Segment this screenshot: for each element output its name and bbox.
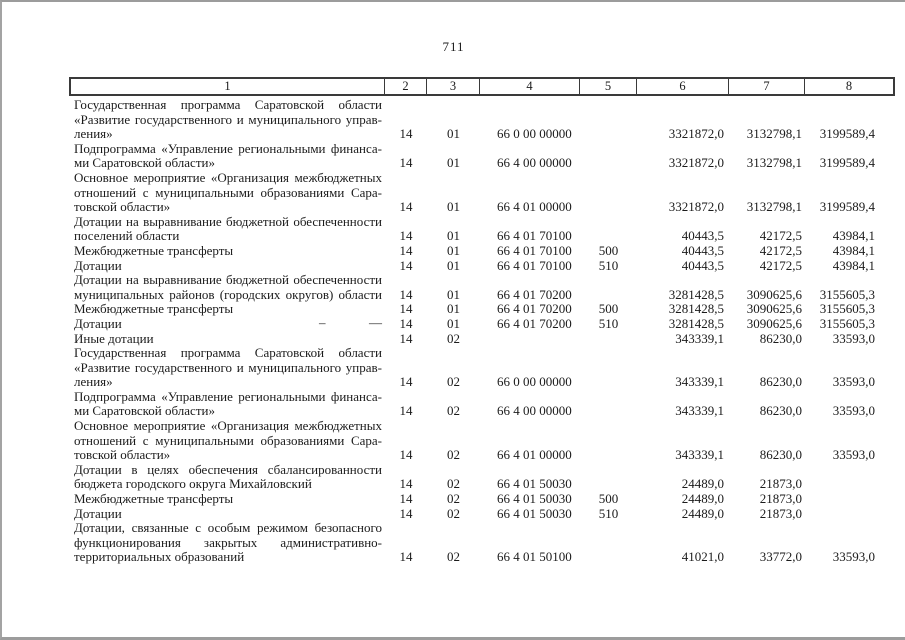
label-line: Иные дотации <box>74 330 154 346</box>
cell-razdel: 14 <box>399 228 413 244</box>
cell-razdel: 14 <box>399 242 413 258</box>
cell-name <box>69 492 385 507</box>
cell-razdel: 14 <box>399 126 413 142</box>
cell-podrazdel: 01 <box>447 228 460 244</box>
label-line: бюджета городского округа Михайловский <box>74 476 312 492</box>
cell-amount-year2: 21873,0 <box>759 476 802 492</box>
cell-name <box>69 171 385 215</box>
label-line: Межбюджетные трансферты <box>74 491 234 507</box>
table-row <box>69 142 895 171</box>
cell-name <box>69 463 385 492</box>
cell-vid-raskhodov: 510 <box>598 315 619 331</box>
table-row <box>69 463 895 492</box>
label-line: отношений с муниципальными образованиями Сара- <box>74 184 382 200</box>
cell-amount-year3: 3199589,4 <box>819 199 875 215</box>
cell-vid-raskhodov: 500 <box>598 491 619 507</box>
cell-target-code: 66 4 01 70200 <box>497 301 572 317</box>
cell-target-code: 66 4 01 70100 <box>497 257 572 273</box>
cell-amount-year2: 3132798,1 <box>746 155 802 171</box>
cell-target-code: 66 4 00 00000 <box>497 403 572 419</box>
label-line: ления» <box>74 374 113 390</box>
cell-name <box>69 507 385 522</box>
budget-table <box>69 77 895 565</box>
label-line: Межбюджетные трансферты <box>74 301 234 317</box>
cell-razdel: 14 <box>399 286 413 302</box>
header-cell-col-6: 6 <box>637 79 729 94</box>
label-line: отношений с муниципальными образованиями Сара- <box>74 432 382 448</box>
cell-name <box>69 419 385 463</box>
cell-name <box>69 521 385 565</box>
cell-amount-year3: 33593,0 <box>832 330 875 346</box>
cell-razdel: 14 <box>399 301 413 317</box>
cell-amount-year1: 40443,5 <box>681 228 724 244</box>
page-number: 711 <box>442 39 465 54</box>
cell-razdel: 14 <box>399 476 413 492</box>
cell-amount-year2: 33772,0 <box>759 549 802 565</box>
cell-name <box>69 244 385 259</box>
cell-razdel: 14 <box>399 199 413 215</box>
table-row <box>69 521 895 565</box>
table-row <box>69 314 895 332</box>
table-row <box>69 259 895 274</box>
table-row <box>69 419 895 463</box>
cell-amount-year2: 3132798,1 <box>746 199 802 215</box>
header-cell-col-7: 7 <box>729 79 805 94</box>
header-cell-col-4: 4 <box>480 79 580 94</box>
cell-razdel: 14 <box>399 447 413 463</box>
label-line: муниципальных районов (городских округов) области <box>74 286 382 302</box>
table-row <box>69 332 895 347</box>
cell-razdel: 14 <box>399 403 413 419</box>
cell-target-code: 66 4 00 00000 <box>497 155 572 171</box>
cell-podrazdel: 02 <box>447 330 460 346</box>
header-cell-col-5: 5 <box>580 79 637 94</box>
cell-amount-year3: 43984,1 <box>832 228 875 244</box>
cell-amount-year3: 3155605,3 <box>819 286 875 302</box>
label-line: Подпрограмма «Управление региональными финанса- <box>74 388 382 404</box>
cell-amount-year1: 41021,0 <box>681 549 724 565</box>
table-row <box>69 244 895 259</box>
label-line: ления» <box>74 126 113 142</box>
label-line: ми Саратовской области» <box>74 155 215 171</box>
table-row <box>69 98 895 142</box>
cell-razdel: 14 <box>399 257 413 273</box>
cell-vid-raskhodov: 500 <box>598 301 619 317</box>
cell-target-code: 66 4 01 70200 <box>497 286 572 302</box>
cell-amount-year2: 3132798,1 <box>746 126 802 142</box>
cell-amount-year1: 3281428,5 <box>668 315 724 331</box>
cell-amount-year3: 43984,1 <box>832 257 875 273</box>
label-line: товской области» <box>74 447 171 463</box>
cell-name <box>69 98 385 142</box>
cell-amount-year2: 3090625,6 <box>746 301 802 317</box>
label-line: Дотации на выравнивание бюджетной обеспеченности <box>74 272 382 288</box>
cell-razdel: 14 <box>399 505 413 521</box>
label-line: Дотации <box>74 315 122 331</box>
cell-amount-year1: 3281428,5 <box>668 301 724 317</box>
cell-amount-year2: 42172,5 <box>759 242 802 258</box>
cell-razdel: 14 <box>399 155 413 171</box>
cell-vid-raskhodov: 510 <box>598 257 619 273</box>
cell-name <box>69 314 385 332</box>
cell-amount-year2: 42172,5 <box>759 228 802 244</box>
header-cell-col-2: 2 <box>385 79 427 94</box>
cell-vid-raskhodov: 510 <box>598 505 619 521</box>
table-row <box>69 215 895 244</box>
cell-amount-year2: 42172,5 <box>759 257 802 273</box>
cell-target-code: 66 4 01 00000 <box>497 447 572 463</box>
cell-amount-year3: 3155605,3 <box>819 301 875 317</box>
table-row <box>69 507 895 522</box>
cell-amount-year1: 3321872,0 <box>668 199 724 215</box>
cell-amount-year1: 343339,1 <box>675 330 724 346</box>
cell-podrazdel: 02 <box>447 374 460 390</box>
table-body <box>69 96 895 565</box>
cell-podrazdel: 01 <box>447 126 460 142</box>
cell-podrazdel: 01 <box>447 315 460 331</box>
cell-amount-year2: 86230,0 <box>759 403 802 419</box>
label-line: Дотации, связанные с особым режимом безопасного <box>74 520 382 536</box>
cell-podrazdel: 02 <box>447 403 460 419</box>
cell-target-code: 66 4 01 00000 <box>497 199 572 215</box>
cell-amount-year1: 3281428,5 <box>668 286 724 302</box>
cell-amount-year2: 21873,0 <box>759 491 802 507</box>
header-cell-col-1: 1 <box>71 79 385 94</box>
cell-amount-year1: 24489,0 <box>681 476 724 492</box>
cell-razdel: 14 <box>399 315 413 331</box>
label-line: Межбюджетные трансферты <box>74 242 234 258</box>
table-header-row <box>69 77 895 96</box>
cell-amount-year2: 86230,0 <box>759 374 802 390</box>
cell-amount-year1: 343339,1 <box>675 374 724 390</box>
cell-amount-year3: 33593,0 <box>832 374 875 390</box>
cell-target-code: 66 4 01 70100 <box>497 242 572 258</box>
cell-amount-year2: 3090625,6 <box>746 286 802 302</box>
cell-amount-year3: 3199589,4 <box>819 126 875 142</box>
label-line: ми Саратовской области» <box>74 403 215 419</box>
cell-podrazdel: 02 <box>447 505 460 521</box>
cell-amount-year1: 3321872,0 <box>668 126 724 142</box>
cell-target-code: 66 0 00 00000 <box>497 126 572 142</box>
label-line: «Развитие государственного и муниципального управ- <box>74 111 382 127</box>
header-cell-col-8: 8 <box>845 79 853 93</box>
cell-target-code: 66 0 00 00000 <box>497 374 572 390</box>
cell-razdel: 14 <box>399 330 413 346</box>
table-row <box>69 390 895 419</box>
header-cell-col-3: 3 <box>427 79 480 94</box>
stray-dash-mark: – <box>319 314 326 330</box>
cell-target-code: 66 4 01 50030 <box>497 491 572 507</box>
cell-amount-year1: 40443,5 <box>681 242 724 258</box>
cell-vid-raskhodov: 500 <box>598 242 619 258</box>
cell-amount-year3: 33593,0 <box>832 447 875 463</box>
cell-podrazdel: 02 <box>447 447 460 463</box>
table-row <box>69 171 895 215</box>
label-line: Дотации <box>74 505 122 521</box>
cell-podrazdel: 01 <box>447 301 460 317</box>
cell-target-code: 66 4 01 50100 <box>497 549 572 565</box>
cell-podrazdel: 02 <box>447 491 460 507</box>
cell-podrazdel: 01 <box>447 242 460 258</box>
cell-amount-year3: 33593,0 <box>832 403 875 419</box>
cell-podrazdel: 01 <box>447 199 460 215</box>
cell-name <box>69 259 385 274</box>
table-row <box>69 302 895 317</box>
cell-amount-year1: 343339,1 <box>675 447 724 463</box>
cell-name <box>69 332 385 347</box>
cell-amount-year2: 3090625,6 <box>746 315 802 331</box>
cell-name <box>69 346 385 390</box>
cell-target-code: 66 4 01 50030 <box>497 505 572 521</box>
label-line: поселений области <box>74 228 180 244</box>
cell-podrazdel: 01 <box>447 286 460 302</box>
label-line: товской области» <box>74 199 171 215</box>
cell-target-code: 66 4 01 70100 <box>497 228 572 244</box>
cell-amount-year1: 40443,5 <box>681 257 724 273</box>
label-line: Дотации на выравнивание бюджетной обеспеченности <box>74 213 382 229</box>
cell-name <box>69 390 385 419</box>
label-line: Основное мероприятие «Организация межбюджетных <box>74 418 382 434</box>
cell-razdel: 14 <box>399 549 413 565</box>
cell-amount-year2: 21873,0 <box>759 505 802 521</box>
label-line: Дотации в целях обеспечения сбалансированности <box>74 461 382 477</box>
cell-podrazdel: 01 <box>447 155 460 171</box>
cell-target-code: 66 4 01 70200 <box>497 315 572 331</box>
cell-amount-year3: 3199589,4 <box>819 155 875 171</box>
cell-target-code: 66 4 01 50030 <box>497 476 572 492</box>
cell-name <box>69 142 385 171</box>
cell-amount-year1: 343339,1 <box>675 403 724 419</box>
cell-name <box>69 302 385 317</box>
cell-name <box>69 215 385 244</box>
cell-podrazdel: 01 <box>447 257 460 273</box>
cell-amount-year2: 86230,0 <box>759 330 802 346</box>
cell-amount-year1: 3321872,0 <box>668 155 724 171</box>
table-row <box>69 346 895 390</box>
cell-amount-year1: 24489,0 <box>681 505 724 521</box>
cell-podrazdel: 02 <box>447 476 460 492</box>
cell-name <box>69 273 385 302</box>
label-line: Основное мероприятие «Организация межбюджетных <box>74 169 382 185</box>
label-line: функционирования закрытых административно- <box>74 534 382 550</box>
cell-amount-year3: 43984,1 <box>832 242 875 258</box>
cell-razdel: 14 <box>399 374 413 390</box>
label-line: Государственная программа Саратовской области <box>74 345 382 361</box>
table-row <box>69 492 895 507</box>
stray-dash-mark: — <box>369 314 382 330</box>
cell-amount-year3: 3155605,3 <box>819 315 875 331</box>
label-line: Дотации <box>74 257 122 273</box>
cell-podrazdel: 02 <box>447 549 460 565</box>
cell-razdel: 14 <box>399 491 413 507</box>
label-line: Подпрограмма «Управление региональными финанса- <box>74 140 382 156</box>
label-line: «Развитие государственного и муниципального управ- <box>74 359 382 375</box>
cell-amount-year1: 24489,0 <box>681 491 724 507</box>
cell-amount-year3: 33593,0 <box>832 549 875 565</box>
table-row <box>69 273 895 302</box>
cell-amount-year2: 86230,0 <box>759 447 802 463</box>
label-line: территориальных образований <box>74 549 245 565</box>
label-line: Государственная программа Саратовской области <box>74 97 382 112</box>
